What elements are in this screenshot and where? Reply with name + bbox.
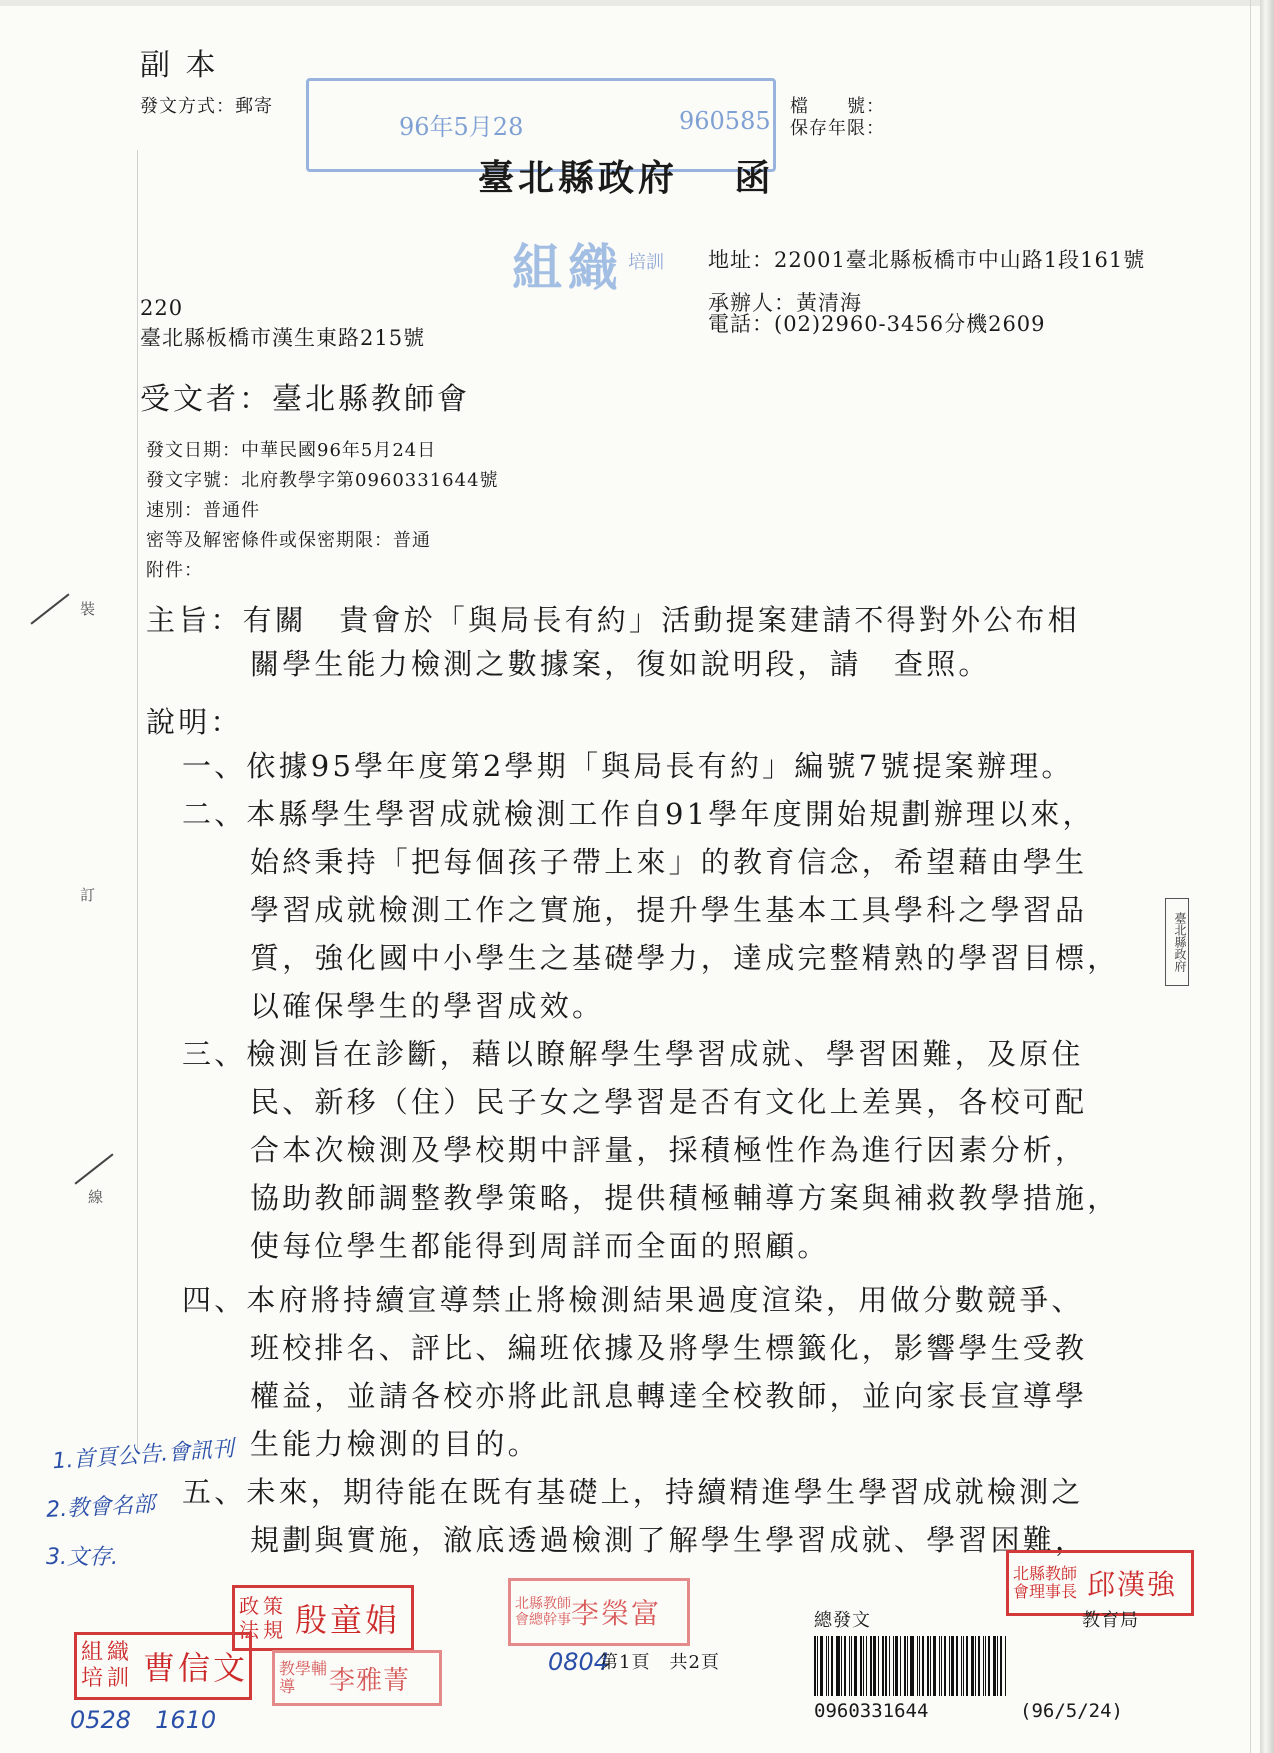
item-2-line-5: 以確保學生的學習成效。 — [250, 989, 605, 1023]
policy-stamp — [232, 1585, 414, 1651]
item-3-line-5: 使每位學生都能得到周詳而全面的照顧。 — [250, 1229, 830, 1263]
margin-mark-staple: 訂 — [80, 886, 96, 904]
item-2-line-3: 學習成就檢測工作之實施，提升學生基本工具學科之學習品 — [250, 893, 1088, 927]
barcode-bar — [900, 1636, 901, 1696]
barcode-bar — [963, 1636, 964, 1696]
barcode — [814, 1636, 1114, 1696]
barcode-bar — [895, 1636, 898, 1696]
barcode-bar — [939, 1636, 940, 1696]
handwritten-note-1: 1.首頁公告.會訊刊 — [51, 1436, 235, 1475]
barcode-bar — [971, 1636, 974, 1696]
copy-label: 副 本 — [140, 48, 219, 83]
director-stamp-name: 邱漢強 — [1087, 1568, 1178, 1601]
send-method: 發文方式：郵寄 — [140, 96, 273, 117]
item-1-line: 一、依據95學年度第2學期「與局長有約」編號7號提案辦理。 — [182, 749, 1074, 783]
barcode-bar — [893, 1636, 894, 1696]
item-3-line-2: 民、新移（住）民子女之學習是否有文化上差異，各校可配 — [250, 1085, 1088, 1119]
secretary-stamp-name: 李榮富 — [571, 1597, 662, 1630]
right-margin-line — [1250, 0, 1251, 1753]
director-stamp-left: 北縣教師會理事長 — [1013, 1564, 1078, 1601]
barcode-bar — [882, 1636, 884, 1696]
handwritten-page-scribble: 0804 — [548, 1648, 610, 1676]
received-date: 96年5月28 — [399, 113, 524, 141]
scan-top-edge — [0, 0, 1274, 6]
document-title: 臺北縣政府 函 — [478, 157, 775, 199]
side-seal-stamp: 臺北縣政府 — [1165, 898, 1189, 986]
barcode-bar — [814, 1636, 816, 1696]
secretary-stamp-left: 北縣教師會總幹事 — [515, 1596, 571, 1628]
bureau-label: 教育局 — [1082, 1610, 1139, 1631]
barcode-bar — [854, 1636, 857, 1696]
barcode-bar — [985, 1636, 986, 1696]
barcode-number: 0960331644 — [814, 1700, 929, 1722]
barcode-bar — [851, 1636, 852, 1696]
item-4-line-2: 班校排名、評比、編班依據及將學生標籤化，影響學生受教 — [250, 1331, 1088, 1365]
barcode-bar — [1005, 1636, 1006, 1696]
organization-stamp: 組織 — [512, 238, 624, 297]
barcode-bar — [841, 1636, 842, 1696]
barcode-bar — [863, 1636, 864, 1696]
barcode-bar — [930, 1636, 931, 1696]
barcode-bar — [831, 1636, 833, 1696]
barcode-bar — [933, 1636, 936, 1696]
barcode-bar — [966, 1636, 968, 1696]
barcode-bar — [941, 1636, 942, 1696]
sender-phone: 電話：(02)2960-3456分機2609 — [708, 312, 1046, 336]
explain-label: 說明： — [146, 705, 243, 739]
barcode-bar — [817, 1636, 818, 1696]
teaching-stamp — [272, 1650, 442, 1706]
barcode-bar — [889, 1636, 890, 1696]
barcode-bar — [836, 1636, 840, 1696]
item-3-line-3: 合本次檢測及學校期中評量，採積極性作為進行因素分析， — [250, 1133, 1088, 1167]
barcode-bar — [949, 1636, 950, 1696]
teaching-stamp-name: 李雅菁 — [329, 1665, 411, 1696]
handwritten-note-2: 2.教會名部 — [45, 1492, 156, 1523]
organization-training-stamp-name: 曹信文 — [143, 1649, 249, 1687]
scan-right-edge — [1260, 0, 1274, 1753]
recipient-postal-code: 220 — [140, 296, 184, 320]
barcode-bar — [961, 1636, 962, 1696]
item-2-line-1: 二、本縣學生學習成就檢測工作自91學年度開始規劃辦理以來， — [182, 797, 1095, 831]
barcode-bar — [885, 1636, 887, 1696]
barcode-bar — [849, 1636, 850, 1696]
retention-label: 保存年限： — [790, 118, 885, 139]
policy-stamp-left: 政法 — [239, 1594, 263, 1642]
margin-mark-line: 線 — [88, 1188, 104, 1206]
total-dispatch-label: 總發文 — [814, 1610, 871, 1631]
secretary-stamp — [508, 1578, 690, 1646]
handwritten-date: 0528 1610 — [70, 1706, 217, 1734]
barcode-bar — [978, 1636, 980, 1696]
barcode-bar — [878, 1636, 879, 1696]
barcode-bar — [860, 1636, 862, 1696]
barcode-bar — [922, 1636, 924, 1696]
margin-mark-bind: 裝 — [80, 600, 96, 618]
recipient-address: 臺北縣板橋市漢生東路215號 — [140, 326, 426, 350]
barcode-bar — [820, 1636, 823, 1696]
item-4-line-4: 生能力檢測的目的。 — [250, 1427, 540, 1461]
barcode-bar — [826, 1636, 827, 1696]
item-2-line-4: 質，強化國中小學生之基礎學力，達成完整精熟的學習目標， — [250, 941, 1120, 975]
barcode-bar — [944, 1636, 946, 1696]
document-number: 發文字號：北府教學字第0960331644號 — [146, 470, 499, 491]
item-4-line-3: 權益，並請各校亦將此訊息轉達全校教師，並向家長宣導學 — [250, 1379, 1088, 1413]
sender-address: 地址：22001臺北縣板橋市中山路1段161號 — [708, 248, 1146, 272]
barcode-bar — [975, 1636, 976, 1696]
margin-slash-bottom — [74, 1153, 113, 1184]
barcode-bar — [956, 1636, 958, 1696]
barcode-bar — [904, 1636, 906, 1696]
item-3-line-1: 三、檢測旨在診斷，藉以瞭解學生學習成就、學習困難，及原住 — [182, 1037, 1084, 1071]
item-5-line-2: 規劃與實施，澈底透過檢測了解學生學習成就、學習困難， — [250, 1523, 1088, 1557]
barcode-bar — [870, 1636, 872, 1696]
page-indicator: 第1頁 共2頁 — [600, 1652, 720, 1673]
subject-line-1: 主旨：有關 貴會於「與局長有約」活動提案建請不得對外公布相 — [146, 603, 1080, 637]
organization-training-stamp — [74, 1632, 252, 1700]
sender-handler: 承辦人：黃清海 — [708, 291, 862, 315]
binding-line — [137, 150, 138, 1450]
barcode-bar — [828, 1636, 829, 1696]
barcode-bar — [919, 1636, 920, 1696]
barcode-bar — [951, 1636, 954, 1696]
barcode-bar — [927, 1636, 929, 1696]
teaching-stamp-left: 教學輔導 — [279, 1659, 328, 1696]
barcode-bar — [983, 1636, 984, 1696]
speed-class: 速別：普通件 — [146, 500, 260, 521]
policy-stamp-mid: 策規 — [263, 1594, 287, 1642]
barcode-bar — [917, 1636, 918, 1696]
barcode-bar — [873, 1636, 876, 1696]
file-number-label: 檔 號： — [790, 96, 885, 117]
barcode-bar — [993, 1636, 996, 1696]
item-3-line-4: 協助教師調整教學策略，提供積極輔導方案與補救教學措施， — [250, 1181, 1120, 1215]
attachment-label: 附件： — [146, 560, 203, 581]
item-4-line-1: 四、本府將持續宣導禁止將檢測結果過度渲染，用做分數競爭、 — [182, 1283, 1084, 1317]
organization-stamp-sub: 培訓 — [628, 252, 664, 273]
barcode-bar — [866, 1636, 867, 1696]
handwritten-note-3: 3.文存. — [46, 1545, 118, 1570]
recipient: 受文者：臺北縣教師會 — [140, 382, 470, 417]
organization-training-stamp-left: 組織培訓 — [81, 1640, 134, 1691]
subject-line-2: 關學生能力檢測之數據案，復如說明段，請 查照。 — [250, 647, 991, 681]
security-level: 密等及解密條件或保密期限：普通 — [146, 530, 431, 551]
barcode-date: (96/5/24) — [1020, 1700, 1123, 1722]
barcode-bar — [1000, 1636, 1002, 1696]
barcode-bar — [907, 1636, 908, 1696]
received-number: 960585 — [679, 107, 771, 135]
barcode-bar — [997, 1636, 998, 1696]
policy-stamp-name: 殷童娟 — [295, 1601, 401, 1639]
item-5-line-1: 五、未來，期待能在既有基礎上，持續精進學生學習成就檢測之 — [182, 1475, 1084, 1509]
item-2-line-2: 始終秉持「把每個孩子帶上來」的教育信念，希望藉由學生 — [250, 845, 1088, 879]
barcode-bar — [910, 1636, 914, 1696]
margin-slash-top — [30, 593, 69, 624]
barcode-bar — [988, 1636, 990, 1696]
barcode-bar — [844, 1636, 846, 1696]
issue-date: 發文日期：中華民國96年5月24日 — [146, 440, 437, 461]
